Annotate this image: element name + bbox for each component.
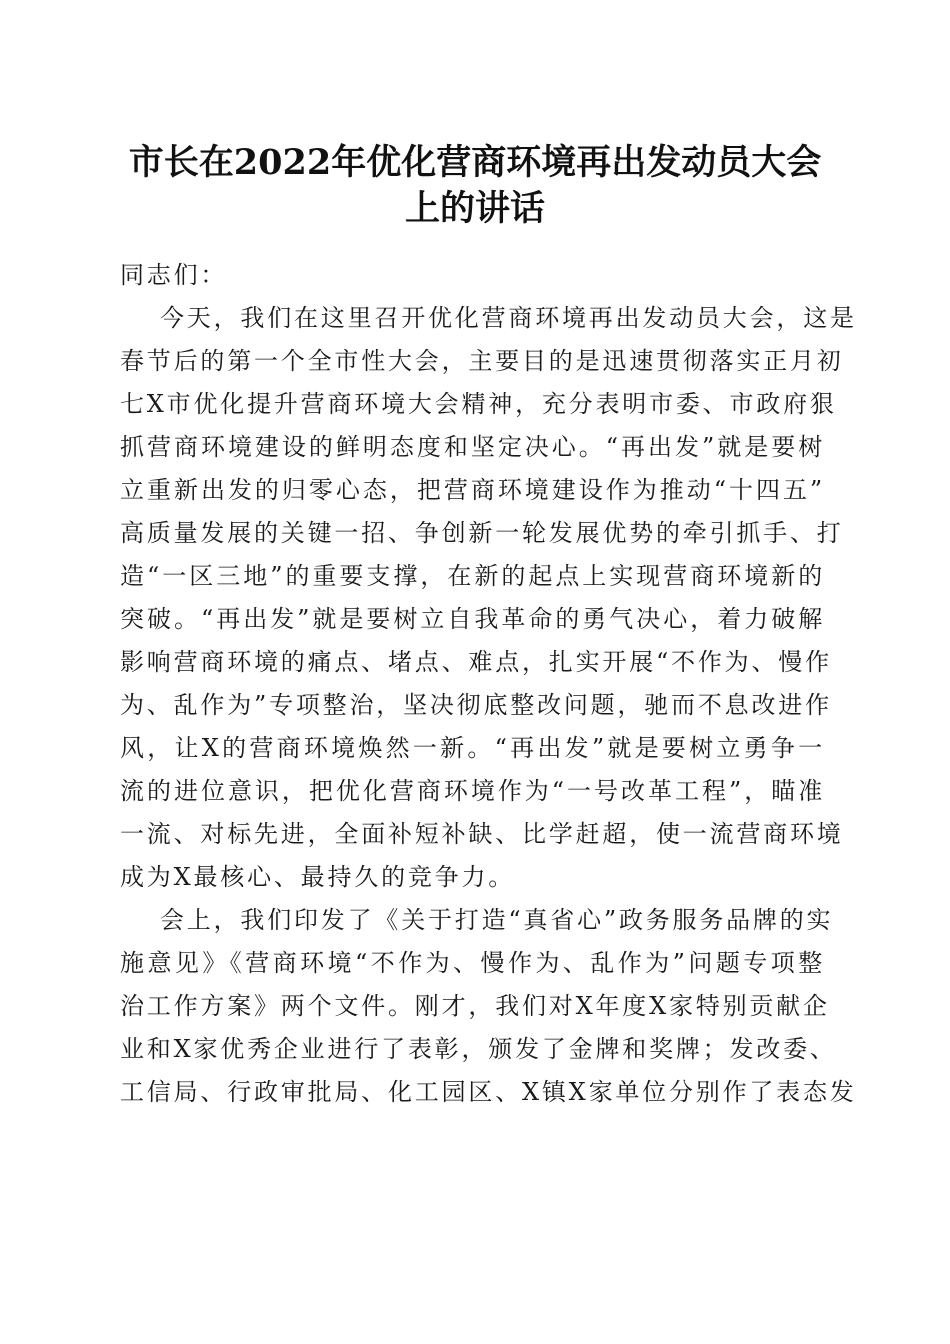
paragraph-line: 造“一区三地”的重要支撑，在新的起点上实现营商环境新的 <box>120 562 825 590</box>
paragraph-line: 今天，我们在这里召开优化营商环境再出发动员大会，这是 <box>160 304 857 332</box>
paragraph-line: 春节后的第一个全市性大会，主要目的是迅速贯彻落实正月初 <box>120 347 844 375</box>
paragraph-line: 业和X家优秀企业进行了表彰，颁发了金牌和奖牌；发改委、 <box>120 1035 837 1063</box>
paragraph-line: 工信局、行政审批局、化工园区、X镇X家单位分别作了表态发 <box>120 1078 857 1106</box>
paragraph-line: 施意见》《营商环境“不作为、慢作为、乱作为”问题专项整 <box>120 949 825 977</box>
document-title-line-2: 上的讲话 <box>404 188 545 229</box>
paragraph-line: 一流、对标先进，全面补短补缺、比学赶超，使一流营商环境 <box>120 820 844 848</box>
paragraph-2 <box>120 899 857 1114</box>
paragraph-line: 风，让X的营商环境焕然一新。“再出发”就是要树立勇争一 <box>120 734 825 762</box>
paragraph-line: 突破。“再出发”就是要树立自我革命的勇气决心，着力破解 <box>120 605 825 633</box>
paragraph-line: 抓营商环境建设的鲜明态度和坚定决心。“再出发”就是要树 <box>120 433 825 461</box>
paragraph-line: 高质量发展的关键一招、争创新一轮发展优势的牵引抓手、打 <box>120 519 844 547</box>
paragraph-line: 治工作方案》两个文件。刚才，我们对X年度X家特别贡献企 <box>120 992 830 1020</box>
paragraph-line: 影响营商环境的痛点、堵点、难点，扎实开展“不作为、慢作 <box>120 648 832 676</box>
paragraph-line: 立重新出发的归零心态，把营商环境建设作为推动“十四五” <box>120 476 825 504</box>
paragraph-line: 成为X最核心、最持久的竞争力。 <box>120 863 516 891</box>
paragraph-line: 为、乱作为”专项整治，坚决彻底整改问题，驰而不息改进作 <box>120 691 832 719</box>
paragraph-line: 七X市优化提升营商环境大会精神，充分表明市委、市政府狠 <box>120 390 837 418</box>
salutation: 同志们： <box>120 261 228 289</box>
paragraph-line: 流的进位意识，把优化营商环境作为“一号改革工程”，瞄准 <box>120 777 825 805</box>
paragraph-1 <box>120 297 857 899</box>
paragraph-line: 会上，我们印发了《关于打造“真省心”政务服务品牌的实 <box>160 906 834 934</box>
document-body <box>120 254 857 1114</box>
document-title-line-1: 市长在2022年优化营商环境再出发动员大会 <box>128 142 822 183</box>
